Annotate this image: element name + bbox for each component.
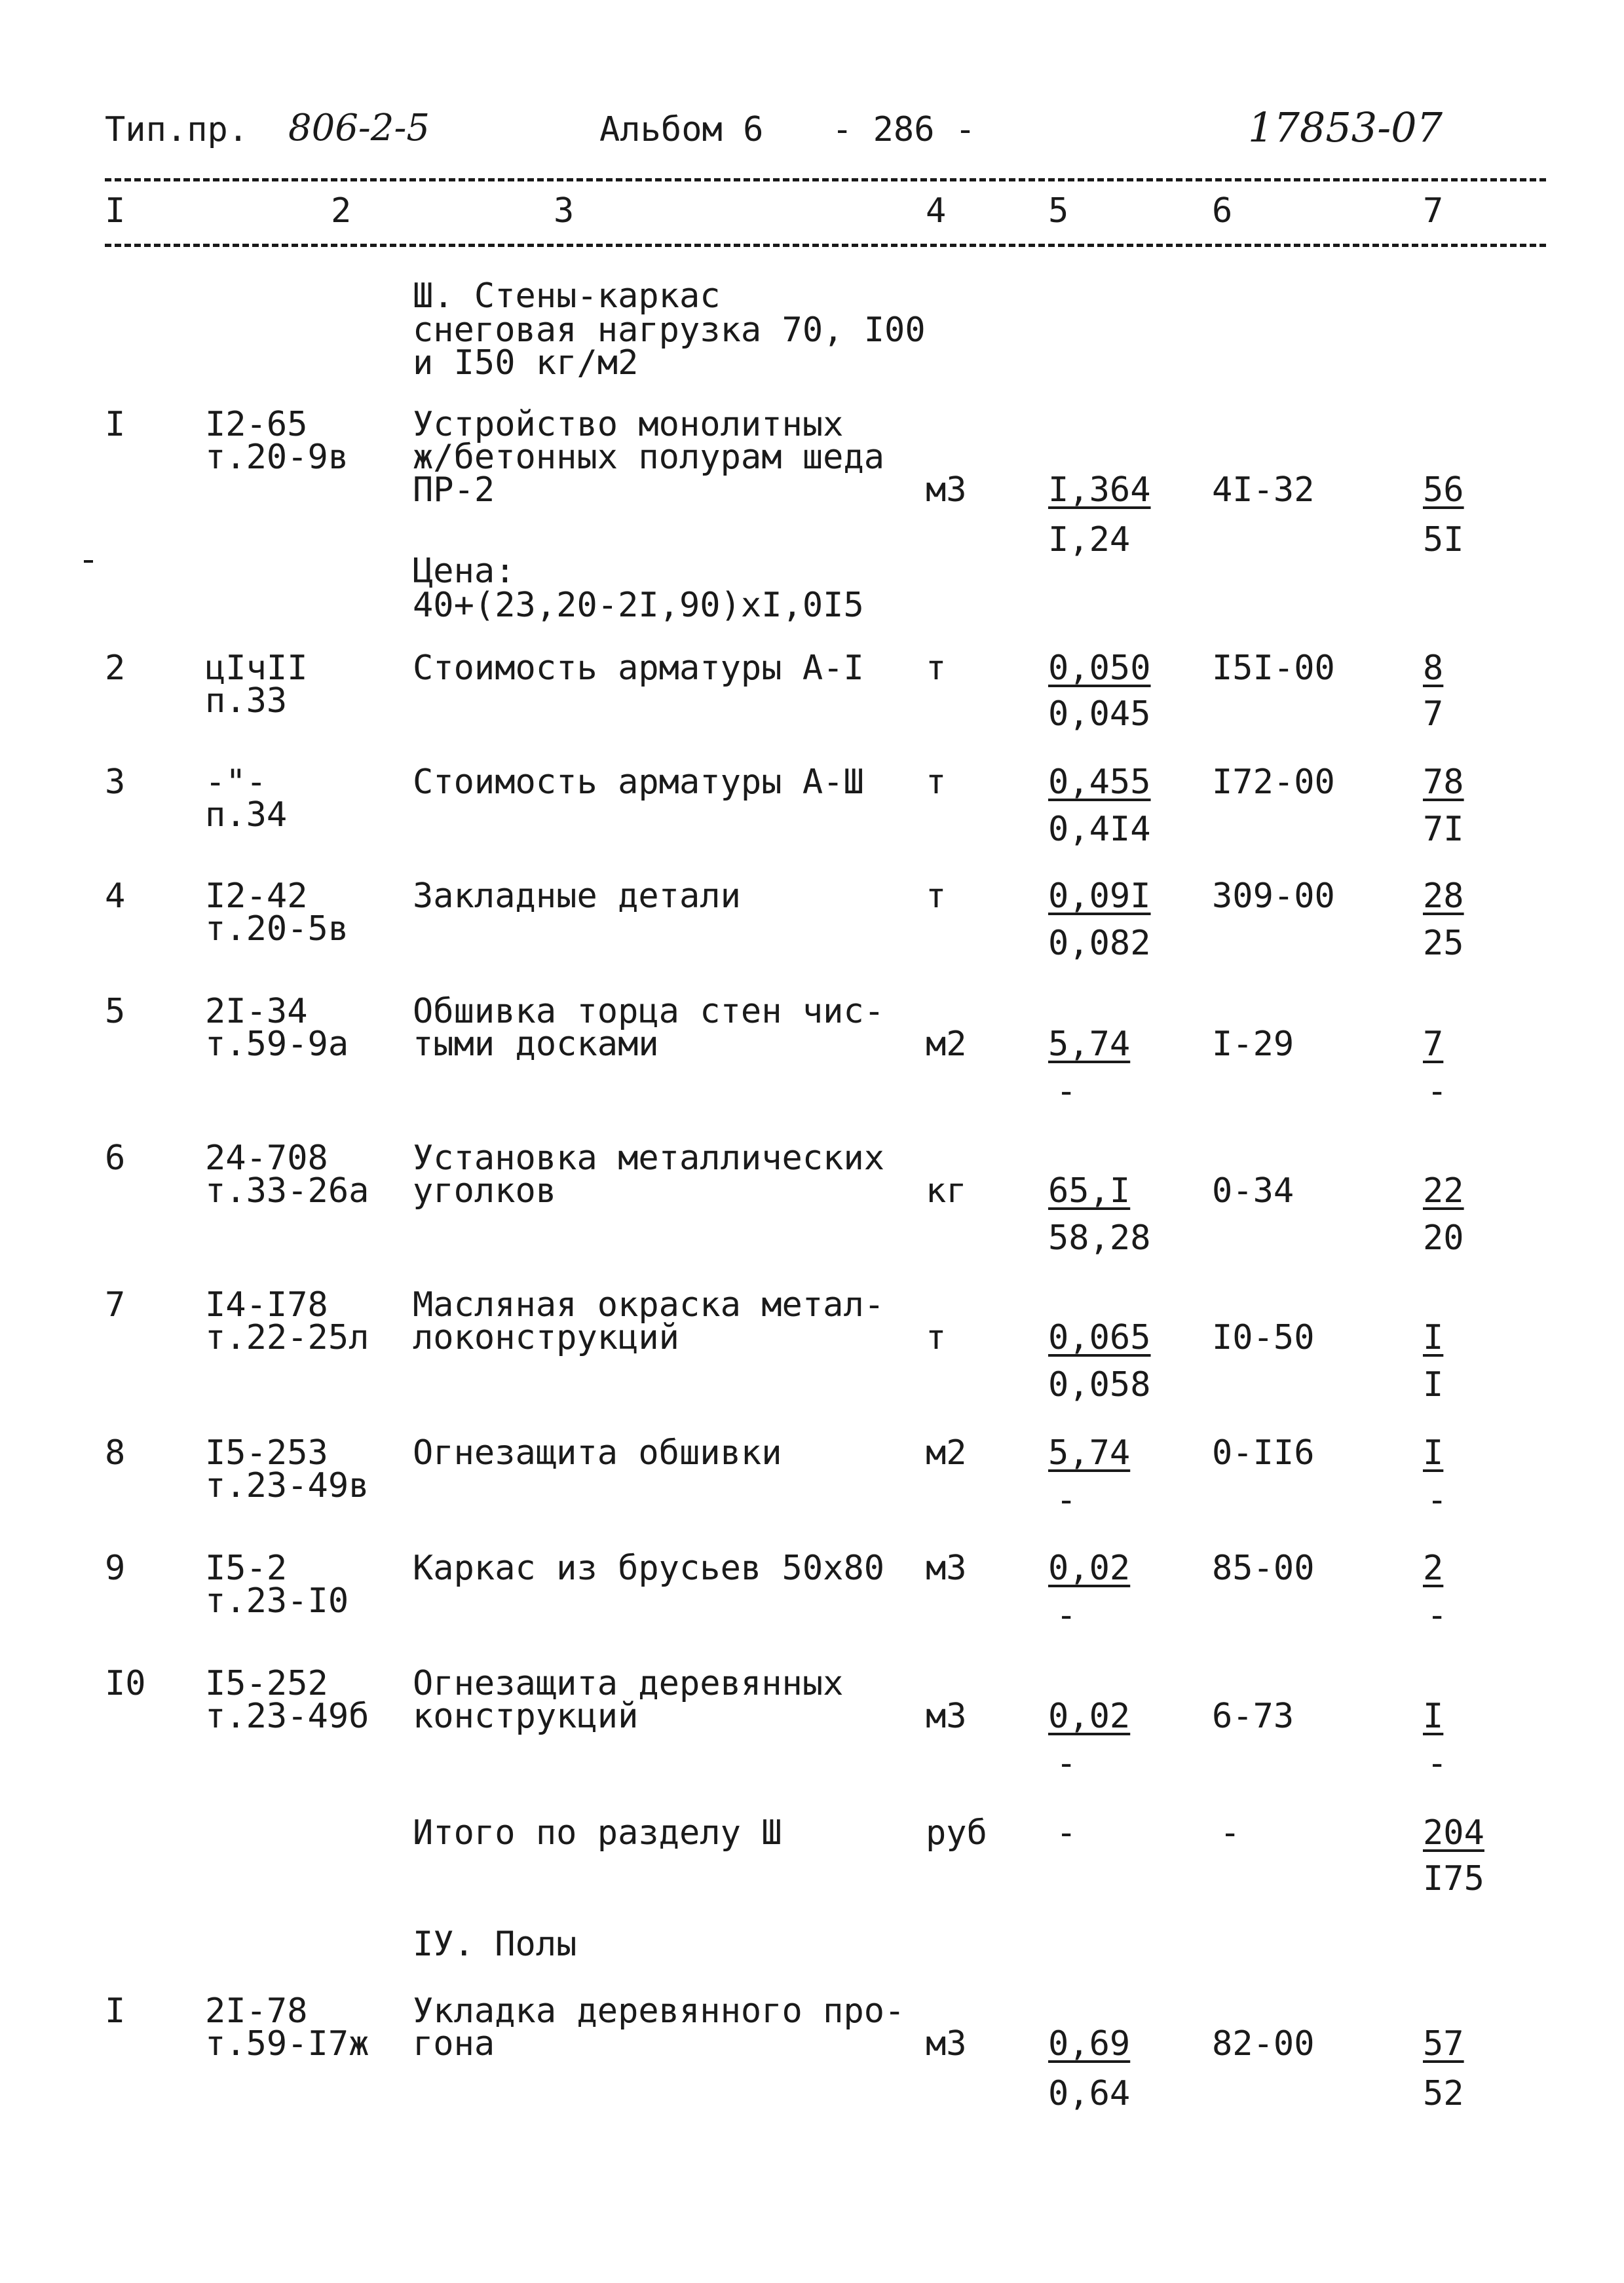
row-quantity-adjusted: - <box>1056 1744 1077 1783</box>
total-cost-adjusted: I75 <box>1423 1859 1484 1898</box>
row-cost-adjusted: 20 <box>1423 1218 1464 1258</box>
row-quantity: 0,455 <box>1048 763 1151 802</box>
row-cost: 22 <box>1423 1171 1464 1211</box>
row-unit: м3 <box>926 1697 967 1736</box>
row-unit: м2 <box>926 1025 967 1064</box>
row-code: т.23-I0 <box>205 1581 349 1621</box>
header-prefix: Тип.пр. <box>105 110 249 149</box>
row-description: Укладка деревянного про- <box>413 1991 905 2031</box>
total-cost: 204 <box>1423 1813 1484 1853</box>
row-code: цIчII <box>205 649 308 688</box>
row-quantity-adjusted: 0,082 <box>1048 924 1151 963</box>
row-number: 8 <box>105 1433 126 1473</box>
row-unit-price: 82-00 <box>1212 2024 1315 2064</box>
row-description: Обшивка торца стен чис- <box>413 992 885 1031</box>
row-quantity: 0,02 <box>1048 1697 1131 1736</box>
row-cost: 28 <box>1423 877 1464 916</box>
column-header: 7 <box>1423 191 1444 231</box>
row-code: I4-I78 <box>205 1285 328 1325</box>
header-divider-bottom <box>105 244 1546 247</box>
row-cost: I <box>1423 1433 1444 1473</box>
row-cost: 2 <box>1423 1549 1444 1588</box>
row-description: ПР-2 <box>413 470 495 510</box>
row-unit-price: I72-00 <box>1212 763 1335 802</box>
row-unit: м2 <box>926 1433 967 1473</box>
row-code: 2I-34 <box>205 992 308 1031</box>
row-unit-price: 85-00 <box>1212 1549 1315 1588</box>
row-code: 24-708 <box>205 1139 328 1178</box>
row-quantity: 0,09I <box>1048 877 1151 916</box>
row-cost: 8 <box>1423 649 1444 688</box>
row-unit-price: I0-50 <box>1212 1318 1315 1357</box>
row-cost-adjusted: I <box>1423 1365 1444 1405</box>
row-cost: 56 <box>1423 470 1464 510</box>
row-number: 3 <box>105 763 126 802</box>
column-header: 4 <box>926 191 947 231</box>
row-quantity: 0,065 <box>1048 1318 1151 1357</box>
row-code: п.33 <box>205 681 288 721</box>
row-quantity-adjusted: 0,64 <box>1048 2074 1131 2113</box>
row-quantity: 0,050 <box>1048 649 1151 688</box>
total-quantity: - <box>1056 1813 1077 1853</box>
header-divider-top <box>105 178 1546 181</box>
row-code: т.20-5в <box>205 909 349 949</box>
row-description: Масляная окраска метал- <box>413 1285 885 1325</box>
row-cost-adjusted: 7I <box>1423 810 1464 849</box>
row-cost-adjusted: - <box>1427 1744 1448 1783</box>
section-title-line: и I50 кг/м2 <box>413 343 639 383</box>
row-description: ж/бетонных полурам шеда <box>413 438 885 477</box>
row-description: Стоимость арматуры А-Ш <box>413 763 864 802</box>
row-code: т.22-25л <box>205 1318 369 1357</box>
row-number: 2 <box>105 649 126 688</box>
row-code: -"- <box>205 763 267 802</box>
row-quantity: 65,I <box>1048 1171 1131 1211</box>
row-description: конструкций <box>413 1697 639 1736</box>
row-number: 9 <box>105 1549 126 1588</box>
row-number: I0 <box>105 1664 146 1703</box>
row-description: Устройство монолитных <box>413 405 844 444</box>
row-quantity-adjusted: - <box>1056 1596 1077 1635</box>
row-code: I5-2 <box>205 1549 288 1588</box>
album-label: Альбом 6 <box>599 110 764 149</box>
row-number: 4 <box>105 877 126 916</box>
row-number: 5 <box>105 992 126 1031</box>
section-4-title: IУ. Полы <box>413 1925 577 1964</box>
section-title-line: Ш. Стены-каркас <box>413 276 721 316</box>
row-unit: м3 <box>926 1549 967 1588</box>
row-unit: т <box>926 649 947 688</box>
row-description: локонструкций <box>413 1318 679 1357</box>
row-code: т.20-9в <box>205 438 349 477</box>
total-label: Итого по разделу Ш <box>413 1813 782 1853</box>
row-unit: м3 <box>926 470 967 510</box>
row-description: Огнезащита обшивки <box>413 1433 782 1473</box>
row-cost-adjusted: 7 <box>1423 694 1444 734</box>
row-description: Установка металлических <box>413 1139 885 1178</box>
row-unit-price: I5I-00 <box>1212 649 1335 688</box>
column-header: 5 <box>1048 191 1069 231</box>
row-description: Закладные детали <box>413 877 741 916</box>
row-description: Огнезащита деревянных <box>413 1664 844 1703</box>
row-unit: т <box>926 763 947 802</box>
row-quantity-adjusted: 0,4I4 <box>1048 810 1151 849</box>
row-cost-adjusted: 25 <box>1423 924 1464 963</box>
section-title-line: снеговая нагрузка 70, I00 <box>413 311 926 350</box>
row-unit-price: 0-34 <box>1212 1171 1294 1211</box>
row-unit-price: 0-II6 <box>1212 1433 1315 1473</box>
page-number: - 286 - <box>832 110 976 149</box>
document-number: 17853-07 <box>1248 104 1443 151</box>
row-cost: I <box>1423 1697 1444 1736</box>
row-code: 2I-78 <box>205 1991 308 2031</box>
row-quantity-adjusted: 0,058 <box>1048 1365 1151 1405</box>
column-header: 2 <box>331 191 352 231</box>
row-number: I <box>105 1991 126 2031</box>
row-quantity: I,364 <box>1048 470 1151 510</box>
price-note-label: Цена: <box>413 552 516 591</box>
row-number: 7 <box>105 1285 126 1325</box>
row-description: тыми досками <box>413 1025 659 1064</box>
row-quantity: 5,74 <box>1048 1025 1131 1064</box>
row-code: т.59-I7ж <box>205 2024 369 2064</box>
row-quantity: 0,69 <box>1048 2024 1131 2064</box>
row-quantity-adjusted: - <box>1056 1481 1077 1520</box>
margin-mark <box>84 560 93 563</box>
row-cost: 7 <box>1423 1025 1444 1064</box>
row-code: т.59-9а <box>205 1025 349 1064</box>
row-unit-price: 309-00 <box>1212 877 1335 916</box>
total-unit: руб <box>926 1813 987 1853</box>
row-quantity-adjusted: - <box>1056 1072 1077 1111</box>
project-number: 806-2-5 <box>288 107 430 149</box>
row-cost-adjusted: - <box>1427 1481 1448 1520</box>
row-quantity: 0,02 <box>1048 1549 1131 1588</box>
row-unit-price: I-29 <box>1212 1025 1294 1064</box>
row-code: I5-252 <box>205 1664 328 1703</box>
row-code: I2-65 <box>205 405 308 444</box>
row-cost-adjusted: - <box>1427 1596 1448 1635</box>
row-quantity-adjusted: 0,045 <box>1048 694 1151 734</box>
row-description: Стоимость арматуры А-I <box>413 649 864 688</box>
row-code: т.23-49в <box>205 1466 369 1505</box>
row-unit: кг <box>926 1171 967 1211</box>
row-cost-adjusted: 5I <box>1423 520 1464 559</box>
row-code: п.34 <box>205 795 288 835</box>
row-code: I2-42 <box>205 877 308 916</box>
row-code: I5-253 <box>205 1433 328 1473</box>
row-cost: 78 <box>1423 763 1464 802</box>
total-unit-price: - <box>1220 1813 1241 1853</box>
row-number: I <box>105 405 126 444</box>
row-quantity: 5,74 <box>1048 1433 1131 1473</box>
column-header: I <box>105 191 126 231</box>
row-cost: 57 <box>1423 2024 1464 2064</box>
column-header: 6 <box>1212 191 1233 231</box>
row-quantity-adjusted: 58,28 <box>1048 1218 1151 1258</box>
row-unit-price: 6-73 <box>1212 1697 1294 1736</box>
row-unit: т <box>926 1318 947 1357</box>
row-unit-price: 4I-32 <box>1212 470 1315 510</box>
row-cost-adjusted: 52 <box>1423 2074 1464 2113</box>
price-note-formula: 40+(23,20-2I,90)xI,0I5 <box>413 586 864 625</box>
row-cost-adjusted: - <box>1427 1072 1448 1111</box>
row-description: уголков <box>413 1171 557 1211</box>
row-description: гона <box>413 2024 495 2064</box>
row-description: Каркас из брусьев 50x80 <box>413 1549 885 1588</box>
row-quantity-adjusted: I,24 <box>1048 520 1131 559</box>
row-code: т.33-26а <box>205 1171 369 1211</box>
row-number: 6 <box>105 1139 126 1178</box>
row-cost: I <box>1423 1318 1444 1357</box>
row-unit: т <box>926 877 947 916</box>
row-code: т.23-49б <box>205 1697 369 1736</box>
column-header: 3 <box>554 191 575 231</box>
row-unit: м3 <box>926 2024 967 2064</box>
